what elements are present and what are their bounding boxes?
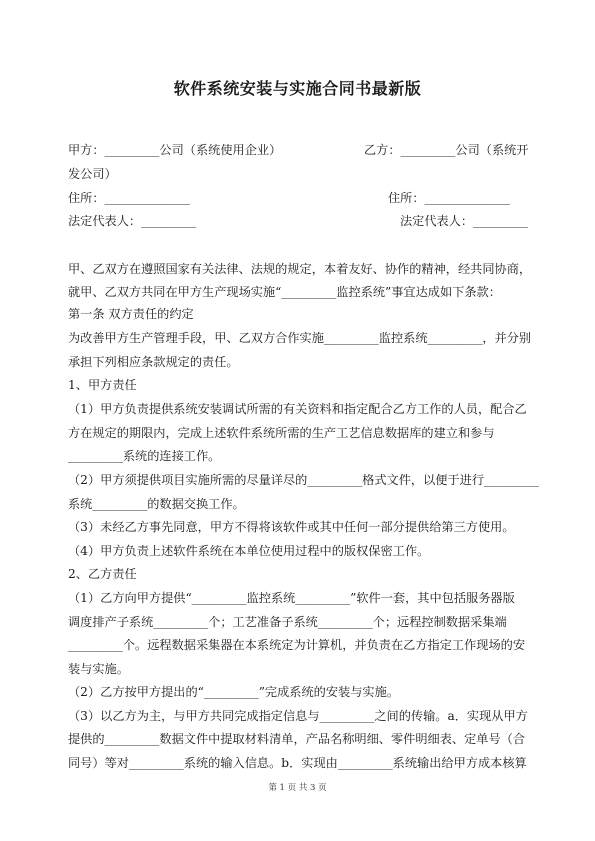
party-a-representative: 法定代表人：_________	[68, 214, 196, 228]
subsection-heading: 2、乙方责任	[68, 567, 137, 581]
body-line: （1）乙方向甲方提供“_________监控系统_________”软件一套，其中包括服务器版	[68, 591, 515, 605]
body-line: 同号）等对_________系统的输入信息。b．实现由_________系统输出给甲方成本核算	[68, 756, 527, 770]
party-a-line: 甲方：_________公司（系统使用企业）	[68, 143, 282, 157]
body-line: 为改善甲方生产管理手段，甲、乙双方合作实施_________监控系统_________，并分别	[68, 331, 532, 345]
body-line: _________系统的连接工作。	[68, 449, 221, 463]
party-b-representative: 法定代表人：_________	[400, 214, 528, 228]
body-line: _________个。远程数据采集器在本系统定为计算机，并负责在乙方指定工作现场的安	[68, 638, 526, 652]
body-line: （2）甲方须提供项目实施所需的尽量详尽的_________格式文件，以便于进行_________	[68, 473, 539, 487]
body-line: 提供的_________数据文件中提取材料清单，产品名称明细、零件明细表、定单号（合	[68, 732, 526, 746]
subsection-heading: 1、甲方责任	[68, 378, 137, 392]
body-line: （4）甲方负责上述软件系统在本单位使用过程中的版权保密工作。	[68, 544, 430, 558]
document-title: 软件系统安装与实施合同书最新版	[173, 79, 422, 98]
body-line: 系统_________的数据交换工作。	[68, 497, 245, 511]
party-b-line: 乙方：_________公司（系统开	[364, 143, 529, 157]
body-line: 方在规定的期限内，完成上述软件系统所需的生产工艺信息数据库的建立和参与	[68, 426, 495, 440]
body-line: 装与实施。	[68, 662, 129, 676]
party-b-line-cont: 发公司）	[68, 167, 117, 181]
body-line: （3）以乙方为主，与甲方共同完成指定信息与_________之间的传输。a．实现从甲方	[68, 709, 528, 723]
party-a-address: 住所：______________	[68, 191, 190, 205]
body-line: （1）甲方负责提供系统安装调试所需的有关资料和指定配合乙方工作的人员，配合乙	[68, 402, 527, 416]
body-line: 调度排产子系统_________个；工艺准备子系统_________个；远程控制数据采集端	[68, 615, 507, 629]
party-b-address: 住所：______________	[388, 191, 510, 205]
body-line: 就甲、乙双方共同在甲方生产现场实施“_________监控系统”事宜达成如下条款：	[68, 285, 501, 299]
body-line: 甲、乙双方在遵照国家有关法律、法规的规定，本着友好、协作的精神，经共同协商，	[68, 262, 532, 276]
body-line: （3）未经乙方事先同意，甲方不得将该软件或其中任何一部分提供给第三方使用。	[68, 520, 515, 534]
section-heading: 第一条 双方责任的约定	[68, 307, 194, 321]
body-line: （2）乙方按甲方提出的“_________”完成系统的安装与实施。	[68, 685, 399, 699]
body-line: 承担下列相应条款规定的责任。	[68, 355, 239, 369]
page-number: 第 1 页 共 3 页	[268, 783, 327, 793]
